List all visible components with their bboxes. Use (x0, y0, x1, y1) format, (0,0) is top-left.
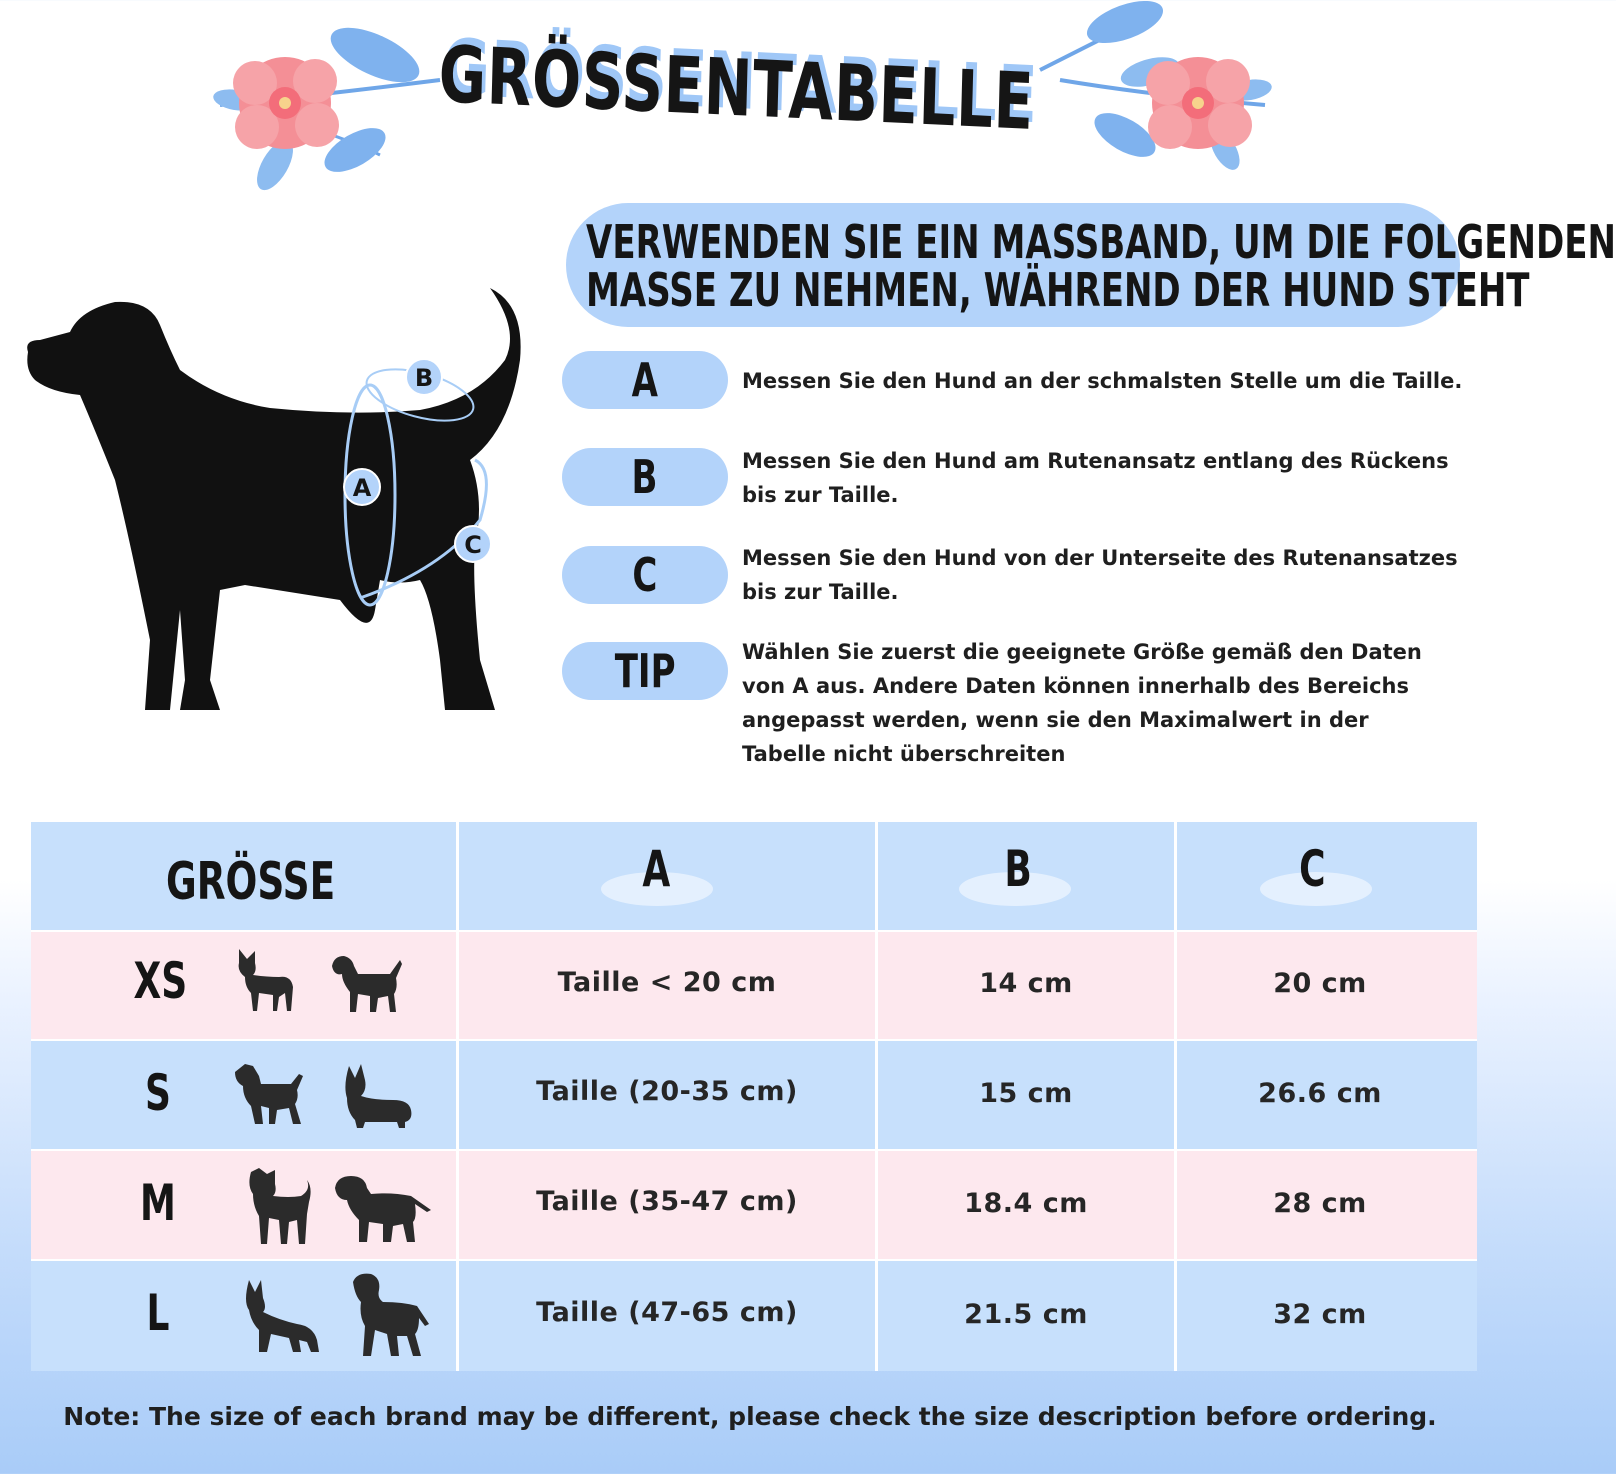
marker-a-label: A (352, 474, 372, 502)
row-divider (31, 1259, 1477, 1261)
header-a: A (642, 840, 670, 898)
banner-line-2: MASSE ZU NEHMEN, WÄHREND DER HUND STEHT (586, 263, 1530, 317)
schnauzer-icon (233, 1062, 309, 1128)
s-a-value: Taille (20-35 cm) (536, 1076, 798, 1107)
corgi-icon (343, 1062, 415, 1132)
xs-c-value: 20 cm (1273, 968, 1367, 999)
pill-tip-label: TIP (614, 644, 676, 698)
size-table (31, 822, 1477, 1371)
l-c-value: 32 cm (1273, 1299, 1367, 1330)
chihuahua-icon (233, 947, 297, 1013)
m-a-value: Taille (35-47 cm) (536, 1186, 798, 1217)
great-dane-icon (349, 1272, 433, 1358)
row-divider (31, 1149, 1477, 1151)
shiba-icon (245, 1166, 311, 1246)
dog-measurement-illustration (20, 280, 540, 720)
m-c-value: 28 cm (1273, 1188, 1367, 1219)
tip-description: Wählen Sie zuerst die geeignete Größe gemäß den Daten von A aus. Andere Daten können innerhalb des Bereichs angepasst werden, wenn sie den Maximalwert in der Tabelle nicht überschreiten (742, 640, 1422, 766)
measurement-a-description: Messen Sie den Hund an der schmalsten Stelle um die Taille. (742, 369, 1463, 393)
header (0, 0, 1500, 200)
l-b-value: 21.5 cm (964, 1299, 1088, 1330)
pill-b-label: B (632, 450, 658, 504)
l-a-value: Taille (47-65 cm) (536, 1297, 798, 1328)
marker-c-label: C (464, 531, 482, 559)
shepherd-icon (241, 1278, 321, 1354)
size-m: M (140, 1174, 176, 1232)
row-divider (31, 1039, 1477, 1041)
measurement-b-description: Messen Sie den Hund am Rutenansatz entlang des Rückens bis zur Taille. (742, 449, 1449, 507)
beagle-icon (328, 952, 408, 1014)
header-c: C (1298, 840, 1326, 898)
m-b-value: 18.4 cm (964, 1188, 1088, 1219)
footer-note: Note: The size of each brand may be different, please check the size description before ordering. (63, 1402, 1437, 1431)
page-title: GRÖSSENTABELLE (437, 30, 1036, 149)
xs-a-value: Taille < 20 cm (557, 967, 777, 998)
size-xs: XS (133, 952, 188, 1010)
s-c-value: 26.6 cm (1258, 1078, 1382, 1109)
mastiff-icon (331, 1174, 435, 1244)
header-size: GRÖSSE (166, 852, 336, 912)
header-b: B (1004, 840, 1032, 898)
dog-silhouette (27, 288, 520, 710)
marker-b-label: B (414, 364, 434, 392)
xs-b-value: 14 cm (979, 968, 1073, 999)
banner-line-1: VERWENDEN SIE EIN MASSBAND, UM DIE FOLGENDEN (586, 215, 1616, 269)
pill-c-label: C (632, 548, 658, 602)
size-s: S (145, 1064, 171, 1122)
row-divider (31, 930, 1477, 932)
size-l: L (146, 1284, 170, 1342)
measurement-c-description: Messen Sie den Hund von der Unterseite des Rutenansatzes bis zur Taille. (742, 546, 1458, 604)
pill-a-label: A (631, 353, 659, 407)
s-b-value: 15 cm (979, 1078, 1073, 1109)
